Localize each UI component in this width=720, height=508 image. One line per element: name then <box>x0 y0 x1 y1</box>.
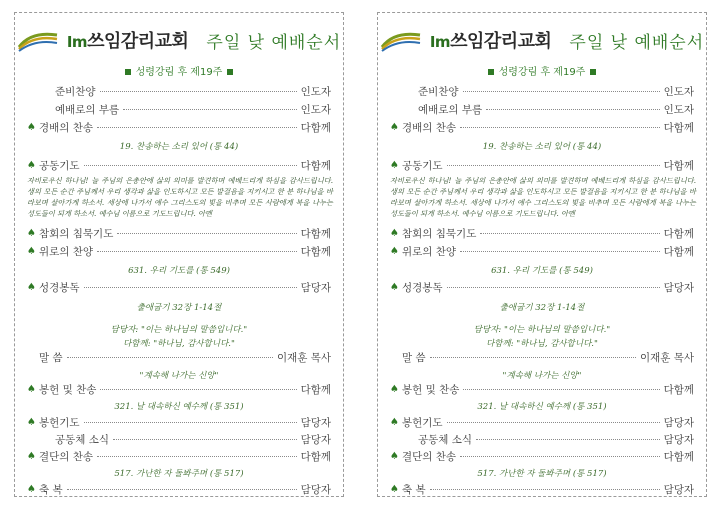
order-item: 말 씀 이재훈 목사 <box>39 351 331 364</box>
response-line: 다함께: "하나님, 감사합니다." <box>123 339 235 349</box>
order-item: ♠ 봉헌기도 담당자 <box>27 416 331 429</box>
bulletin-header <box>15 27 343 57</box>
sermon-title: "계속해 나가는 신앙" <box>502 371 582 381</box>
spade-icon: ♠ <box>390 450 399 462</box>
order-item: ♠ 경배의 찬송 다함께 <box>390 121 694 134</box>
order-item: ♠ 결단의 찬송 다함께 <box>390 450 694 463</box>
liturgical-week: 성령강림 후 제19주 <box>15 63 343 78</box>
spade-icon: ♠ <box>27 416 36 428</box>
order-item: 말 씀 이재훈 목사 <box>402 351 694 364</box>
spade-icon: ♠ <box>27 281 36 293</box>
order-item: ♠ 성경봉독 담당자 <box>390 281 694 294</box>
bulletin-header <box>378 27 706 57</box>
church-name: Im쓰임감리교회 <box>66 31 189 52</box>
hymn-line: 517. 가난한 자 돌봐주며 (통 517) <box>114 469 244 479</box>
hymn-line: 321. 날 대속하신 예수께 (통 351) <box>114 402 244 412</box>
order-item: ♠ 봉헌기도 담당자 <box>390 416 694 429</box>
scripture-reference: 출애굽기 32장 1-14절 <box>499 303 585 313</box>
order-item: ♠ 위로의 찬양 다함께 <box>27 245 331 258</box>
spade-icon: ♠ <box>390 281 399 293</box>
liturgical-week: 성령강림 후 제19주 <box>378 63 706 78</box>
spade-icon: ♠ <box>390 121 399 133</box>
order-item: ♠ 성경봉독 담당자 <box>27 281 331 294</box>
order-item: ♠ 공동기도 다함께 <box>390 159 694 172</box>
spade-icon: ♠ <box>27 121 36 133</box>
response-line: 담당자: "이는 하나님의 말씀입니다." <box>110 325 248 335</box>
hymn-line: 631. 우리 기도를 (통 549) <box>128 266 230 276</box>
order-item: 준비찬양 인도자 <box>418 85 694 98</box>
spade-icon: ♠ <box>27 450 36 462</box>
order-item: ♠ 결단의 찬송 다함께 <box>27 450 331 463</box>
hymn-line: 19. 찬송하는 소리 있어 (통 44) <box>482 142 602 152</box>
order-item: 공동체 소식 담당자 <box>418 433 694 446</box>
order-item: ♠ 축 복 담당자 <box>27 483 331 496</box>
order-item: 예배로의 부름 인도자 <box>55 103 331 116</box>
spade-icon: ♠ <box>390 245 399 257</box>
spade-icon: ♠ <box>390 227 399 239</box>
order-item: 준비찬양 인도자 <box>55 85 331 98</box>
common-prayer-text: 자비로우신 하나님! 늘 주님의 은총안에 삶의 의미를 발견하며 예배드리게 하심을 감사드립니다. 생의 모든 순간 주님께서 우리 생각과 삶을 인도하시고 모든 발걸음을 지키시고 한 분 하나님을 바라보며 살아가게 하소서. 세상에 나가서 예수 그리스도의 빛을 비추며 모든 사람에게 복을 나누는 성도들이 되게 하소서. 예수님 이름으로 기도드립니다. 아멘 <box>27 176 333 218</box>
hymn-line: 19. 찬송하는 소리 있어 (통 44) <box>119 142 239 152</box>
bulletin-page-left <box>14 12 344 497</box>
spade-icon: ♠ <box>27 159 36 171</box>
bulletin-page-right <box>377 12 707 497</box>
service-title: 주일 낮 예배순서 <box>569 33 705 53</box>
order-item: 예배로의 부름 인도자 <box>418 103 694 116</box>
spade-icon: ♠ <box>390 159 399 171</box>
response-line: 담당자: "이는 하나님의 말씀입니다." <box>473 325 611 335</box>
order-item: ♠ 위로의 찬양 다함께 <box>390 245 694 258</box>
order-item: ♠ 축 복 담당자 <box>390 483 694 496</box>
spade-icon: ♠ <box>390 383 399 395</box>
church-logo-icon <box>17 27 59 53</box>
spade-icon: ♠ <box>390 416 399 428</box>
service-title: 주일 낮 예배순서 <box>206 33 342 53</box>
scripture-reference: 출애굽기 32장 1-14절 <box>136 303 222 313</box>
hymn-line: 631. 우리 기도를 (통 549) <box>491 266 593 276</box>
spade-icon: ♠ <box>27 483 36 495</box>
order-item: 공동체 소식 담당자 <box>55 433 331 446</box>
spade-icon: ♠ <box>27 383 36 395</box>
order-item: ♠ 경배의 찬송 다함께 <box>27 121 331 134</box>
sermon-title: "계속해 나가는 신앙" <box>139 371 219 381</box>
spade-icon: ♠ <box>27 227 36 239</box>
hymn-line: 517. 가난한 자 돌봐주며 (통 517) <box>477 469 607 479</box>
church-name: Im쓰임감리교회 <box>429 31 552 52</box>
spade-icon: ♠ <box>390 483 399 495</box>
order-item: ♠ 봉헌 및 찬송 다함께 <box>390 383 694 396</box>
common-prayer-text: 자비로우신 하나님! 늘 주님의 은총안에 삶의 의미를 발견하며 예배드리게 하심을 감사드립니다. 생의 모든 순간 주님께서 우리 생각과 삶을 인도하시고 모든 발걸음을 지키시고 한 분 하나님을 바라보며 살아가게 하소서. 세상에 나가서 예수 그리스도의 빛을 비추며 모든 사람에게 복을 나누는 성도들이 되게 하소서. 예수님 이름으로 기도드립니다. 아멘 <box>390 176 696 218</box>
order-item: ♠ 봉헌 및 찬송 다함께 <box>27 383 331 396</box>
hymn-line: 321. 날 대속하신 예수께 (통 351) <box>477 402 607 412</box>
response-line: 다함께: "하나님, 감사합니다." <box>486 339 598 349</box>
spade-icon: ♠ <box>27 245 36 257</box>
order-item: ♠ 공동기도 다함께 <box>27 159 331 172</box>
church-logo-icon <box>380 27 422 53</box>
order-item: ♠ 참회의 침묵기도 다함께 <box>27 227 331 240</box>
order-item: ♠ 참회의 침묵기도 다함께 <box>390 227 694 240</box>
